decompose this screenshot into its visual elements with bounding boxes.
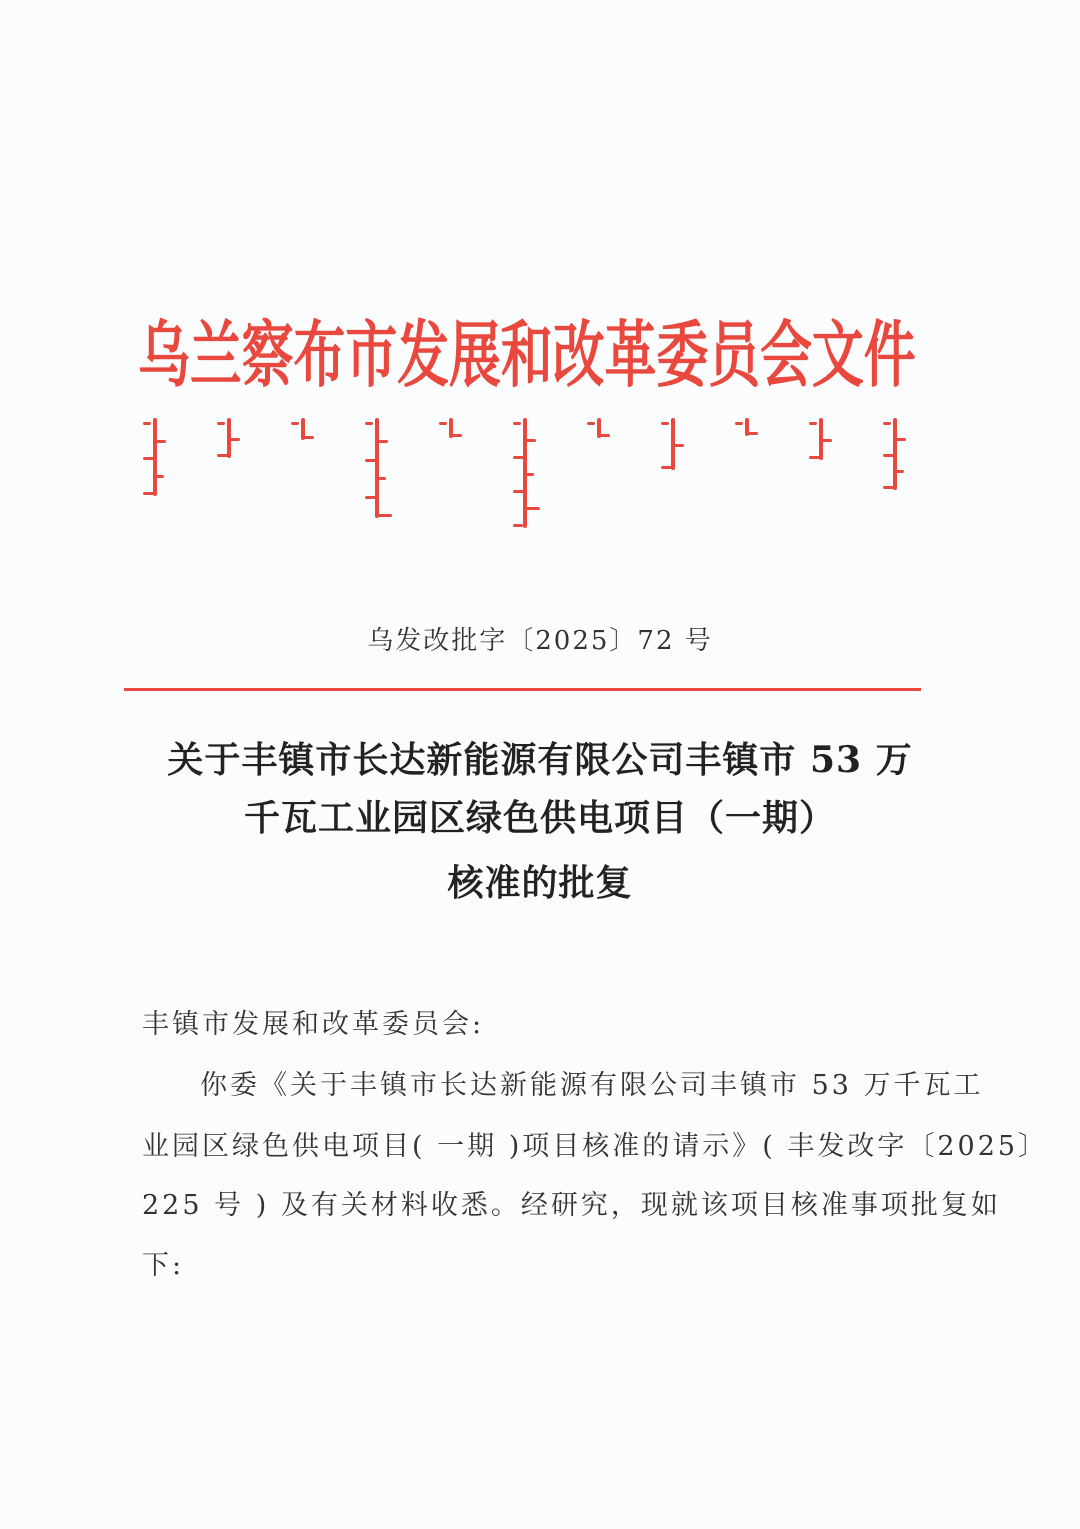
mongolian-script-line <box>140 418 910 533</box>
mongolian-word-glyph <box>658 418 688 533</box>
document-number: 乌发改批字〔2025〕72 号 <box>367 626 713 656</box>
body-text-line: 225 号 ) 及有关材料收悉。经研究，现就该项目核准事项批复如 <box>142 1190 1001 1221</box>
red-divider-line <box>124 688 921 691</box>
mongolian-word-glyph <box>510 418 540 533</box>
document-title-line-3: 核准的批复 <box>447 862 633 904</box>
addressee: 丰镇市发展和改革委员会: <box>142 1009 485 1040</box>
mongolian-word-glyph <box>362 418 392 533</box>
body-text-line: 业园区绿色供电项目( 一期 )项目核准的请示》( 丰发改字〔2025〕 <box>142 1131 1049 1162</box>
mongolian-word-glyph <box>288 418 318 533</box>
mongolian-word-glyph <box>732 418 762 533</box>
body-text-line: 你委《关于丰镇市长达新能源有限公司丰镇市 53 万千瓦工 <box>200 1070 984 1101</box>
document-title-line-2: 千瓦工业园区绿色供电项目（一期） <box>243 797 836 839</box>
body-text-line: 下: <box>142 1250 185 1281</box>
mongolian-word-glyph <box>880 418 910 533</box>
document-title-line-1: 关于丰镇市长达新能源有限公司丰镇市 53 万 <box>167 739 913 781</box>
mongolian-word-glyph <box>806 418 836 533</box>
mongolian-word-glyph <box>214 418 244 533</box>
mongolian-word-glyph <box>436 418 466 533</box>
mongolian-word-glyph <box>140 418 170 533</box>
mongolian-word-glyph <box>584 418 614 533</box>
issuing-authority-title: 乌兰察布市发展和改革委员会文件 <box>138 312 916 397</box>
